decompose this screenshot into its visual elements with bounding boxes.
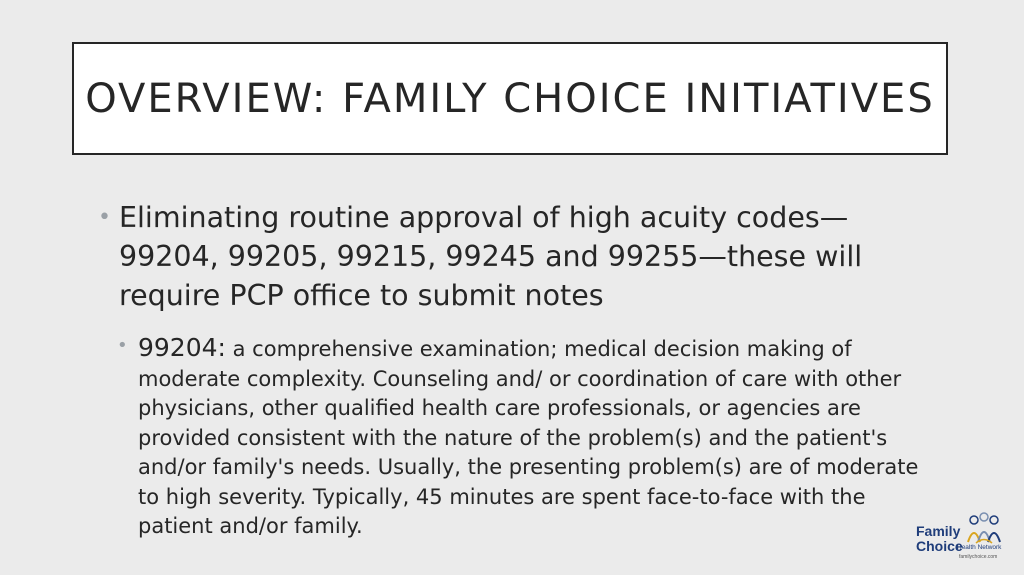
code-description: a comprehensive examination; medical decision making of moderate complexity. Counseling and/ or coordination of care with other physicians, other qualified health care professionals, or agencies are provided consistent with the nature of the problem(s) and the patient's and/or family's needs. Usually, the presenting problem(s) are of moderate to high severity. Typically, 45 minutes are spent face-to-face with the patient and/or family.: [138, 337, 919, 538]
bullet-level-2: [117, 333, 938, 542]
bullet-dot-icon: •: [98, 205, 111, 230]
logo-word-family: Family: [916, 523, 961, 539]
bullet-dot-icon: •: [117, 335, 128, 356]
bullet-level-1: [98, 198, 938, 315]
slide-title: OVERVIEW: FAMILY CHOICE INITIATIVES: [85, 75, 935, 122]
family-choice-logo: [916, 512, 1016, 568]
bullet-text: Eliminating routine approval of high acuity codes—99204, 99205, 99215, 99245 and 99255—these will require PCP office to submit notes: [119, 201, 863, 312]
logo-url: familychoice.com: [959, 554, 998, 560]
cpt-code: 99204:: [138, 333, 226, 362]
logo-subtitle: Health Network: [957, 544, 1002, 551]
family-figures-icon: [956, 512, 1016, 546]
slide-body: [98, 198, 938, 542]
logo-word-choice: Choice: [916, 538, 963, 554]
title-box: [72, 42, 948, 155]
